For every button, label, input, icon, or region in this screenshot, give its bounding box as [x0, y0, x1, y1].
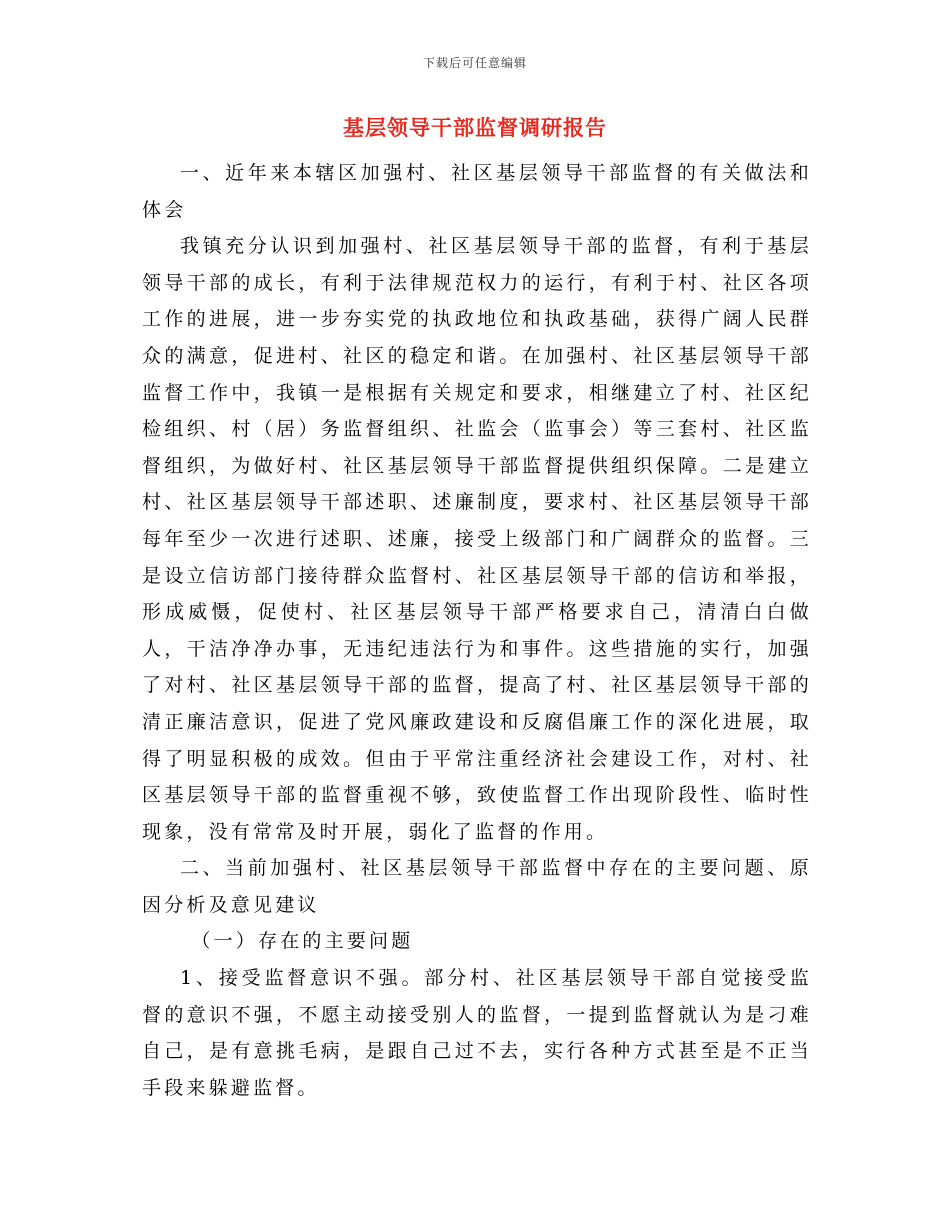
- subsection-heading-1: （一）存在的主要问题: [191, 930, 414, 953]
- section-heading-1: 一、近年来本辖区加强村、社区基层领导干部监督的有关做法和体会: [142, 162, 812, 221]
- document-title: 基层领导干部监督调研报告: [343, 115, 607, 140]
- body-paragraph-2: 1、接受监督意识不强。部分村、社区基层领导干部自觉接受监督的意识不强，不愿主动接受别人的监督，一提到监督就认为是刁难自己，是有意挑毛病，是跟自己过不去，实行各种方式甚至是不正当手段来躲避监督。: [142, 967, 812, 1099]
- section-heading-2: 二、当前加强村、社区基层领导干部监督中存在的主要问题、原因分析及意见建议: [142, 857, 812, 916]
- document-body: [142, 155, 812, 1106]
- header-note: 下载后可任意编辑: [422, 56, 527, 70]
- body-paragraph-1: 我镇充分认识到加强村、社区基层领导干部的监督，有利于基层领导干部的成长，有利于法律规范权力的运行，有利于村、社区各项工作的进展，进一步夯实党的执政地位和执政基础，获得广阔人民群众的满意，促进村、社区的稳定和谐。在加强村、社区基层领导干部监督工作中，我镇一是根据有关规定和要求，相继建立了村、社区纪检组织、村（居）务监督组织、社监会（监事会）等三套村、社区监督组织，为做好村、社区基层领导干部监督提供组织保障。二是建立村、社区基层领导干部述职、述廉制度，要求村、社区基层领导干部每年至少一次进行述职、述廉，接受上级部门和广阔群众的监督。三是设立信访部门接待群众监督村、社区基层领导干部的信访和举报，形成威慑，促使村、社区基层领导干部严格要求自己，清清白白做人，干洁净净办事，无违纪违法行为和事件。这些措施的实行，加强了对村、社区基层领导干部的监督，提高了村、社区基层领导干部的清正廉洁意识，促进了党风廉政建设和反腐倡廉工作的深化进展，取得了明显积极的成效。但由于平常注重经济社会建设工作，对村、社区基层领导干部的监督重视不够，致使监督工作出现阶段性、临时性现象，没有常常及时开展，弱化了监督的作用。: [142, 235, 812, 843]
